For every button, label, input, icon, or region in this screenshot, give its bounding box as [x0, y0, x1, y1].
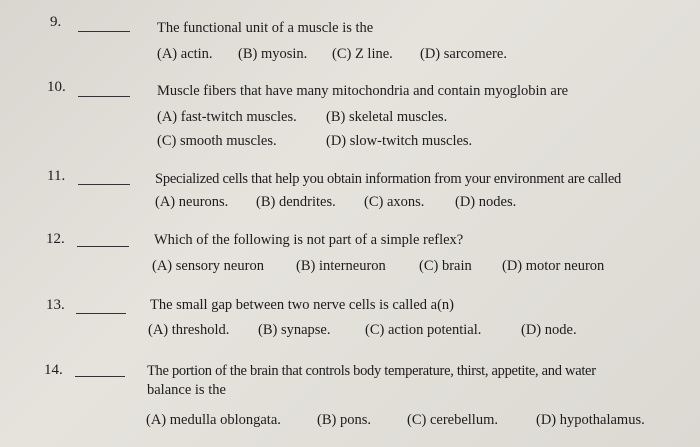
- option-a: (A) fast-twitch muscles.: [157, 109, 297, 125]
- option-c: (C) axons.: [364, 194, 425, 210]
- option-d: (D) node.: [521, 322, 577, 338]
- option-c: (C) smooth muscles.: [157, 133, 277, 149]
- answer-blank[interactable]: [75, 376, 125, 377]
- question-stem: The small gap between two nerve cells is called a(n): [150, 297, 454, 313]
- question-number: 12.: [46, 231, 65, 247]
- question-stem: Muscle fibers that have many mitochondria and contain myoglobin are: [157, 83, 569, 99]
- option-c: (C) brain: [419, 258, 472, 274]
- option-b: (B) synapse.: [258, 322, 331, 338]
- question-stem: Which of the following is not part of a simple reflex?: [154, 232, 464, 248]
- option-b: (B) interneuron: [296, 258, 386, 274]
- option-a: (A) threshold.: [148, 322, 230, 338]
- option-c: (C) action potential.: [365, 322, 482, 338]
- question-number: 14.: [44, 362, 63, 378]
- option-a: (A) medulla oblongata.: [146, 412, 281, 428]
- answer-blank[interactable]: [78, 96, 130, 97]
- option-b: (B) pons.: [317, 412, 371, 428]
- option-a: (A) neurons.: [155, 194, 229, 210]
- option-d: (D) sarcomere.: [420, 46, 507, 62]
- answer-blank[interactable]: [78, 184, 130, 185]
- question-number: 11.: [47, 168, 66, 184]
- option-d: (D) hypothalamus.: [536, 412, 645, 428]
- option-a: (A) actin.: [157, 46, 213, 62]
- option-d: (D) motor neuron: [502, 258, 605, 274]
- question-stem-line-2: balance is the: [147, 382, 226, 398]
- option-b: (B) skeletal muscles.: [326, 109, 448, 125]
- option-c: (C) cerebellum.: [407, 412, 498, 428]
- answer-blank[interactable]: [77, 246, 129, 247]
- question-stem-line-1: The portion of the brain that controls body temperature, thirst, appetite, and water: [147, 363, 596, 379]
- option-d: (D) slow-twitch muscles.: [326, 133, 473, 149]
- question-stem: The functional unit of a muscle is the: [157, 20, 374, 36]
- question-number: 10.: [47, 79, 66, 95]
- answer-blank[interactable]: [76, 313, 126, 314]
- answer-blank[interactable]: [78, 31, 130, 32]
- option-d: (D) nodes.: [455, 194, 517, 210]
- question-number: 9.: [50, 14, 62, 30]
- option-c: (C) Z line.: [332, 46, 393, 62]
- option-b: (B) dendrites.: [256, 194, 336, 210]
- question-stem: Specialized cells that help you obtain information from your environment are called: [155, 171, 622, 187]
- option-a: (A) sensory neuron: [152, 258, 264, 274]
- question-number: 13.: [46, 297, 65, 313]
- option-b: (B) myosin.: [238, 46, 308, 62]
